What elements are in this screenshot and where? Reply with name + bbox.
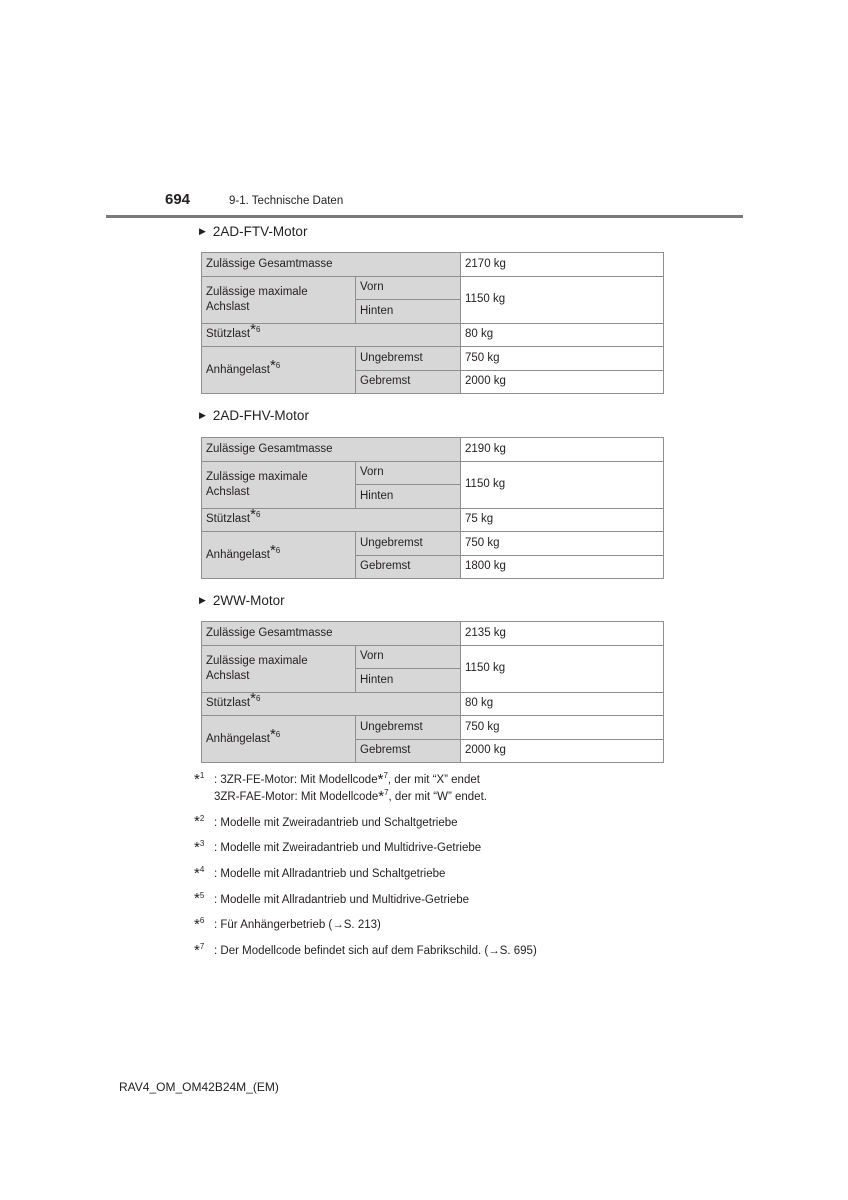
table-row xyxy=(202,253,664,277)
footnote-mark xyxy=(194,939,214,959)
footnote-text: : Modelle mit Allradantrieb und Schaltgetriebe xyxy=(214,867,446,880)
footnote-number: 5 xyxy=(199,890,205,900)
stuetzlast-value: 80 kg xyxy=(461,692,664,716)
achslast-label: Zulässige maximale Achslast xyxy=(202,645,356,692)
triangle-bullet-icon: ▶ xyxy=(199,226,206,236)
stuetzlast-cell xyxy=(202,508,461,532)
table-row xyxy=(202,323,664,347)
footnote-mark xyxy=(194,768,214,788)
footnote-mark xyxy=(194,888,214,908)
header-rule xyxy=(106,215,743,218)
ungebremst-label: Ungebremst xyxy=(356,532,461,556)
anhaengelast-label: Anhängelast xyxy=(206,548,270,561)
asterisk-icon: * xyxy=(250,690,256,708)
stuetzlast-label: Stützlast xyxy=(206,697,251,710)
footnote-text: : Für Anhängerbetrieb (→S. 213) xyxy=(214,918,381,931)
footnote-number: 7 xyxy=(199,941,205,951)
footnote-3 xyxy=(194,836,537,856)
footnote-number: 3 xyxy=(199,839,205,849)
gebremst-label: Gebremst xyxy=(356,555,461,579)
section-title: 9-1. Technische Daten xyxy=(229,195,344,207)
ungebremst-value: 750 kg xyxy=(461,532,664,556)
gesamtmasse-label: Zulässige Gesamtmasse xyxy=(202,438,461,462)
gebremst-label: Gebremst xyxy=(356,370,461,394)
achslast-label: Zulässige maximale Achslast xyxy=(202,276,356,323)
spec-table-2ad-ftv xyxy=(201,252,664,394)
table-row xyxy=(202,622,664,646)
footnote-mark xyxy=(194,862,214,882)
engine-heading-label: 2AD-FTV-Motor xyxy=(212,224,308,239)
footnote-ref: 6 xyxy=(255,510,261,520)
anhaengelast-label: Anhängelast xyxy=(206,363,270,376)
asterisk-icon: * xyxy=(194,941,200,959)
ungebremst-value: 750 kg xyxy=(461,347,664,371)
stuetzlast-cell xyxy=(202,692,461,716)
footnote-text: : Modelle mit Allradantrieb und Multidrive-Getriebe xyxy=(214,893,470,906)
asterisk-icon: * xyxy=(194,839,200,857)
footnote-mark xyxy=(194,913,214,933)
footnote-text: : Modelle mit Zweiradantrieb und Multidrive-Getriebe xyxy=(214,842,482,855)
footnote-number: 2 xyxy=(199,813,205,823)
asterisk-icon: * xyxy=(250,321,256,339)
footnote-mark xyxy=(194,811,214,831)
gebremst-value: 2000 kg xyxy=(461,370,664,394)
engine-heading-2ww xyxy=(199,593,285,608)
anhaengelast-cell xyxy=(202,532,356,579)
table-row xyxy=(202,438,664,462)
vorn-label: Vorn xyxy=(356,645,461,669)
stuetzlast-label: Stützlast xyxy=(206,328,251,341)
table-row xyxy=(202,508,664,532)
footnote-text: : Der Modellcode befindet sich auf dem Fabrikschild. (→S. 695) xyxy=(214,944,537,957)
footnote-text: , der mit “X” endet xyxy=(387,773,480,786)
footnote-ref: 6 xyxy=(275,729,281,739)
gesamtmasse-label: Zulässige Gesamtmasse xyxy=(202,253,461,277)
gebremst-value: 1800 kg xyxy=(461,555,664,579)
asterisk-icon: * xyxy=(194,770,200,788)
footnote-continuation xyxy=(194,788,537,805)
footnote-text: 3ZR-FAE-Motor: Mit Modellcode xyxy=(214,790,379,803)
vorn-label: Vorn xyxy=(356,461,461,485)
gebremst-label: Gebremst xyxy=(356,739,461,763)
footnote-number: 6 xyxy=(199,916,205,926)
footnote-4 xyxy=(194,862,537,882)
gesamtmasse-value: 2190 kg xyxy=(461,438,664,462)
achslast-value: 1150 kg xyxy=(461,645,664,692)
footnote-5 xyxy=(194,888,537,908)
hinten-label: Hinten xyxy=(356,300,461,324)
asterisk-icon: * xyxy=(194,890,200,908)
ungebremst-label: Ungebremst xyxy=(356,716,461,740)
table-row xyxy=(202,716,664,740)
footnote-number: 1 xyxy=(199,771,205,780)
footnote-2 xyxy=(194,811,537,831)
footnote-ref: 6 xyxy=(275,360,281,370)
footnote-1 xyxy=(194,768,537,805)
asterisk-icon: * xyxy=(194,915,200,933)
page-number: 694 xyxy=(165,191,191,208)
triangle-bullet-icon: ▶ xyxy=(199,595,206,605)
achslast-value: 1150 kg xyxy=(461,276,664,323)
footnote-number: 4 xyxy=(199,864,205,874)
gebremst-value: 2000 kg xyxy=(461,739,664,763)
footnote-text: : 3ZR-FE-Motor: Mit Modellcode xyxy=(214,773,378,786)
spec-table-2ww xyxy=(201,621,664,763)
engine-heading-2ad-fhv xyxy=(199,408,309,423)
gesamtmasse-label: Zulässige Gesamtmasse xyxy=(202,622,461,646)
triangle-bullet-icon: ▶ xyxy=(199,410,206,420)
anhaengelast-cell xyxy=(202,347,356,394)
footnote-text: , der mit “W” endet. xyxy=(388,790,487,803)
asterisk-icon: * xyxy=(194,864,200,882)
footnote-ref: 7 xyxy=(384,788,389,797)
footnote-text: : Modelle mit Zweiradantrieb und Schaltgetriebe xyxy=(214,816,458,829)
engine-heading-2ad-ftv xyxy=(199,224,307,239)
footnote-6 xyxy=(194,913,537,933)
footnote-ref: 6 xyxy=(255,325,261,335)
table-row xyxy=(202,645,664,669)
stuetzlast-cell xyxy=(202,323,461,347)
footnote-mark xyxy=(194,836,214,856)
stuetzlast-value: 75 kg xyxy=(461,508,664,532)
vorn-label: Vorn xyxy=(356,276,461,300)
footnote-ref: 7 xyxy=(383,771,388,780)
asterisk-icon: * xyxy=(378,787,385,805)
footnote-ref: 6 xyxy=(255,694,261,704)
anhaengelast-cell xyxy=(202,716,356,763)
table-row xyxy=(202,276,664,300)
asterisk-icon: * xyxy=(194,813,200,831)
asterisk-icon: * xyxy=(250,506,256,524)
engine-heading-label: 2AD-FHV-Motor xyxy=(212,408,309,423)
table-row xyxy=(202,692,664,716)
asterisk-icon: * xyxy=(269,356,276,374)
gesamtmasse-value: 2170 kg xyxy=(461,253,664,277)
achslast-label: Zulässige maximale Achslast xyxy=(202,461,356,508)
asterisk-icon: * xyxy=(377,770,384,788)
achslast-value: 1150 kg xyxy=(461,461,664,508)
table-row xyxy=(202,347,664,371)
asterisk-icon: * xyxy=(269,725,276,743)
stuetzlast-value: 80 kg xyxy=(461,323,664,347)
engine-heading-label: 2WW-Motor xyxy=(212,593,285,608)
anhaengelast-label: Anhängelast xyxy=(206,732,270,745)
hinten-label: Hinten xyxy=(356,485,461,509)
table-row xyxy=(202,461,664,485)
hinten-label: Hinten xyxy=(356,669,461,693)
ungebremst-value: 750 kg xyxy=(461,716,664,740)
gesamtmasse-value: 2135 kg xyxy=(461,622,664,646)
asterisk-icon: * xyxy=(269,541,276,559)
footnotes xyxy=(194,768,537,964)
footnote-ref: 6 xyxy=(275,545,281,555)
table-row xyxy=(202,532,664,556)
footer-code: RAV4_OM_OM42B24M_(EM) xyxy=(119,1080,279,1094)
ungebremst-label: Ungebremst xyxy=(356,347,461,371)
footnote-7 xyxy=(194,939,537,959)
stuetzlast-label: Stützlast xyxy=(206,513,251,526)
spec-table-2ad-fhv xyxy=(201,437,664,579)
